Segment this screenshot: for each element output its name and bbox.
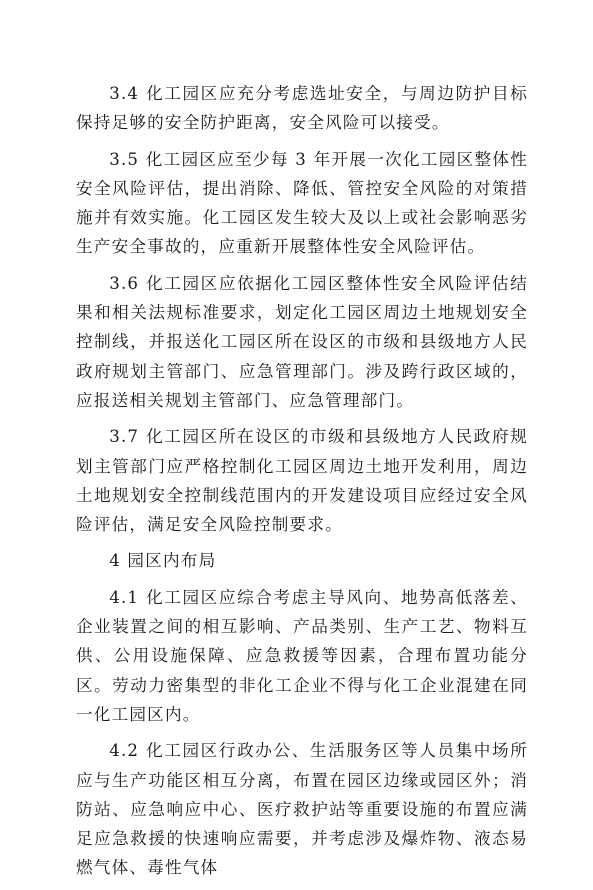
paragraph-4-1: 4.1 化工园区应综合考虑主导风向、地势高低落差、企业装置之间的相互影响、产品类别、生产工艺、物料互供、公用设施保障、应急救援等因素，合理布置功能分区。劳动力密集型的非化工企业不得与化工企业混建在同一化工园区内。 [76,587,528,724]
paragraph-4-2: 4.2 化工园区行政办公、生活服务区等人员集中场所应与生产功能区相互分离，布置在园区边缘或园区外；消防站、应急响应中心、医疗救护站等重要设施的布置应满足应急救援的快速响应需要，并考虑涉及爆炸物、液态易燃气体、毒性气体 [76,741,528,878]
paragraph-3-5: 3.5 化工园区应至少每 3 年开展一次化工园区整体性安全风险评估，提出消除、降低、管控安全风险的对策措施并有效实施。化工园区发生较大及以上或社会影响恶劣生产安全事故的，应重新开展整体性安全风险评估。 [76,149,528,257]
paragraph-3-7: 3.7 化工园区所在设区的市级和县级地方人民政府规划主管部门应严格控制化工园区周边土地开发利用，周边土地规划安全控制线范围内的开发建设项目应经过安全风险评估，满足安全风险控制要求。 [76,427,528,535]
paragraph-3-6: 3.6 化工园区应依据化工园区整体性安全风险评估结果和相关法规标准要求，划定化工园区周边土地规划安全控制线，并报送化工园区所在设区的市级和县级地方人民政府规划主管部门、应急管理部门。涉及跨行政区域的，应报送相关规划主管部门、应急管理部门。 [76,273,528,410]
section-heading-4: 4 园区内布局 [109,551,217,571]
paragraph-3-4: 3.4 化工园区应充分考虑选址安全，与周边防护目标保持足够的安全防护距离，安全风险可以接受。 [76,84,528,133]
document-page [76,79,528,890]
